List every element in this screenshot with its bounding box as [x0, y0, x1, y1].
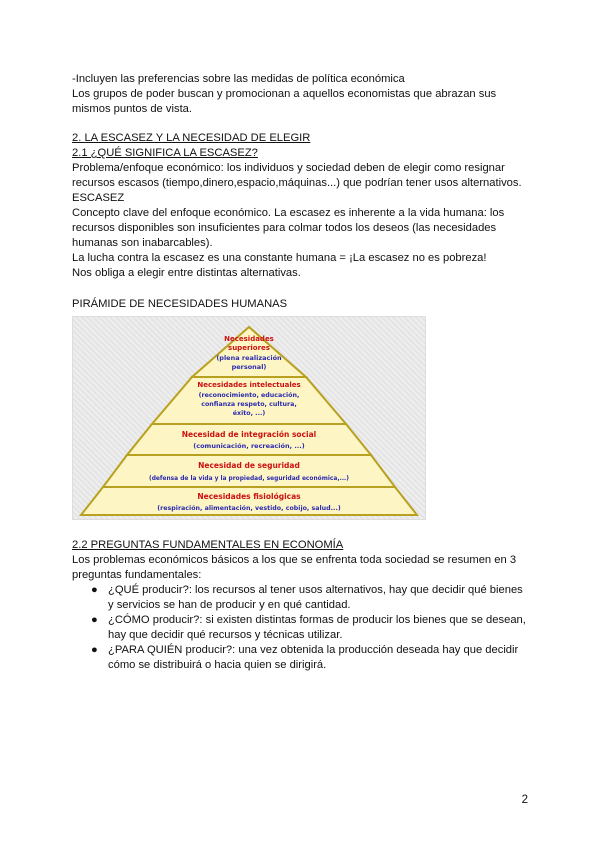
bullet-icon: ● — [91, 614, 98, 626]
level-detail: (respiración, alimentación, vestido, cobijo, salud...) — [157, 505, 341, 512]
paragraph-line: recursos escasos (tiempo,dinero,espacio,máquinas...) que podrían tener usos alternativos. — [72, 177, 522, 189]
list-item — [72, 583, 532, 613]
page-number: 2 — [521, 794, 528, 806]
bullet-icon: ● — [91, 644, 98, 656]
paragraph-line: Concepto clave del enfoque económico. La escasez es inherente a la vida humana: los — [72, 207, 505, 219]
section-heading: 2. LA ESCASEZ Y LA NECESIDAD DE ELEGIR — [72, 132, 311, 144]
level-detail: éxito, ...) — [232, 410, 266, 417]
level-detail: personal) — [231, 363, 267, 371]
list-item-line: ¿CÓMO producir?: si existen distintas formas de producir los bienes que se desean, — [108, 614, 526, 626]
level-name: Necesidad de seguridad — [198, 461, 300, 470]
bullet-icon: ● — [91, 584, 98, 596]
pyramid-title: PIRÁMIDE DE NECESIDADES HUMANAS — [72, 298, 288, 310]
term-label: ESCASEZ — [72, 192, 125, 204]
paragraph-line: Los problemas económicos básicos a los que se enfrenta toda sociedad se resumen en 3 — [72, 554, 517, 566]
level-name: Necesidades fisiológicas — [197, 492, 301, 501]
list-item-line: y servicios se han de producir y en qué cantidad. — [108, 599, 351, 611]
intro-line: -Incluyen las preferencias sobre las medidas de política económica — [72, 73, 405, 85]
list-item-line: ¿PARA QUIÉN producir?: una vez obtenida la producción deseada hay que decidir — [108, 644, 519, 656]
intro-line: mismos puntos de vista. — [72, 103, 193, 115]
sub-heading: 2.1 ¿QUÉ SIGNIFICA LA ESCASEZ? — [72, 147, 258, 159]
level-detail: (reconocimiento, educación, — [198, 392, 300, 399]
level-name: Necesidades — [224, 335, 274, 343]
pyramid-level-social — [127, 424, 371, 455]
list-item-line: hay que decidir qué recursos y técnicas utilizar. — [108, 629, 343, 641]
section-heading: 2.2 PREGUNTAS FUNDAMENTALES EN ECONOMÍA — [72, 539, 344, 551]
level-detail: (comunicación, recreación, ...) — [193, 442, 305, 450]
paragraph-line: preguntas fundamentales: — [72, 569, 202, 581]
level-name: Necesidades intelectuales — [197, 381, 301, 389]
level-detail: (plena realización — [216, 354, 282, 362]
level-detail: (defensa de la vida y la propiedad, seguridad económica,...) — [149, 476, 349, 482]
document-page — [72, 72, 532, 673]
paragraph-line: Nos obliga a elegir entre distintas alternativas. — [72, 267, 301, 279]
paragraph-line: La lucha contra la escasez es una constante humana = ¡La escasez no es pobreza! — [72, 252, 487, 264]
list-item — [72, 613, 532, 643]
level-detail: confianza respeto, cultura, — [201, 401, 297, 408]
pyramid-figure — [72, 316, 426, 520]
questions-list — [72, 583, 532, 673]
level-name: Necesidad de integración social — [181, 430, 317, 439]
list-item-line: ¿QUÉ producir?: los recursos al tener usos alternativos, hay que decidir qué bienes — [108, 584, 523, 596]
paragraph-line: recursos disponibles son insuficientes para colmar todos los deseos (las necesidades — [72, 222, 497, 234]
pyramid-svg — [73, 317, 425, 519]
pyramid-level-security — [103, 455, 395, 487]
paragraph-line: Problema/enfoque económico: los individuos y sociedad deben de elegir como resignar — [72, 162, 505, 174]
level-name: superiores — [228, 344, 270, 352]
paragraph-line: humanas son inabarcables). — [72, 237, 213, 249]
list-item-line: cómo se distribuirá o hacia quien se dirigirá. — [108, 659, 327, 671]
list-item — [72, 643, 532, 673]
intro-line: Los grupos de poder buscan y promocionan a aquellos economistas que abrazan sus — [72, 88, 497, 100]
